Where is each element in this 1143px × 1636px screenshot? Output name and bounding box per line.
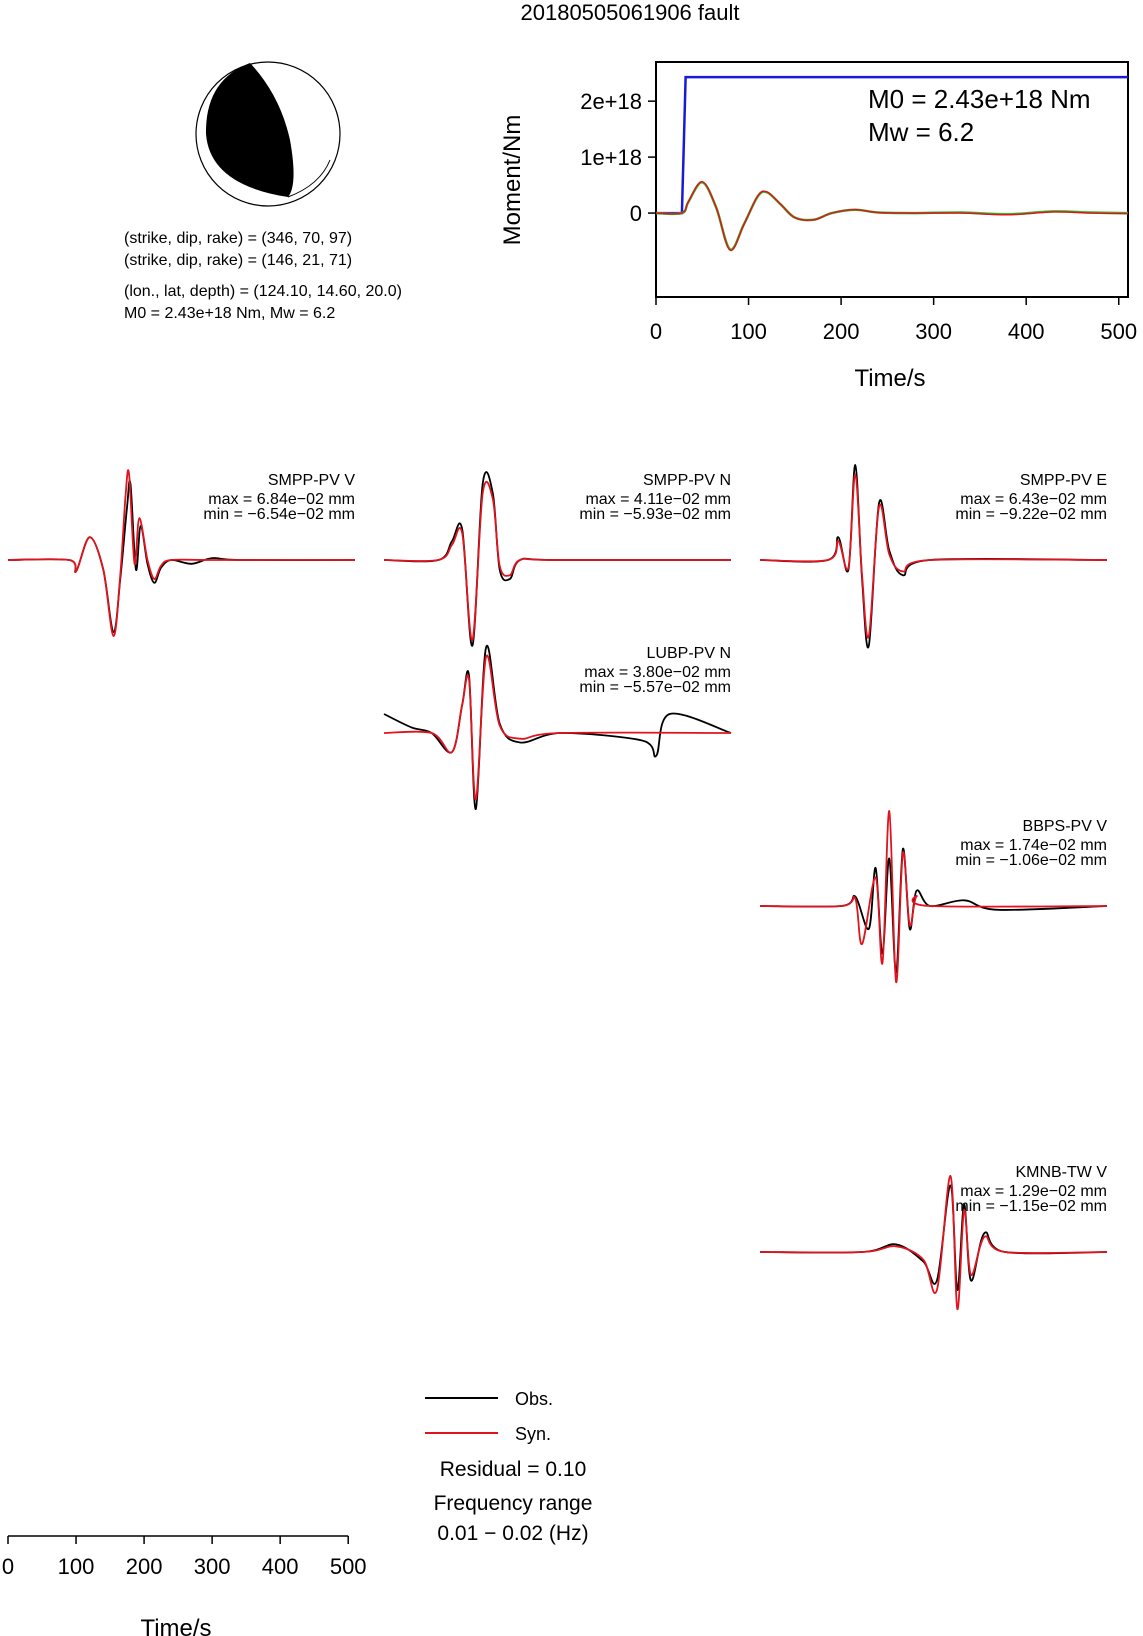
station-min: min = −1.06e−02 mm	[955, 852, 1107, 869]
waveform-xlabel: Time/s	[140, 1615, 212, 1636]
moment-xtick-label: 200	[822, 319, 860, 344]
station-max: max = 1.29e−02 mm	[960, 1183, 1107, 1200]
figure-title: 20180505061906 fault	[520, 0, 740, 25]
station-panel	[8, 470, 355, 636]
moment-text: M0 = 2.43e+18 Nm, Mw = 6.2	[124, 305, 336, 322]
station-name: SMPP-PV N	[642, 472, 731, 489]
moment-xtick-label: 500	[1100, 319, 1138, 344]
station-min: min = −1.15e−02 mm	[955, 1198, 1107, 1215]
legend	[425, 1389, 592, 1545]
moment-xtick-label: 100	[730, 319, 767, 344]
time-tick-label: 300	[193, 1554, 231, 1579]
focal-mechanism-beachball	[196, 62, 340, 206]
nodal-plane-2: (strike, dip, rake) = (146, 21, 71)	[124, 252, 353, 269]
station-min: min = −6.54e−02 mm	[203, 506, 355, 523]
station-max: max = 6.43e−02 mm	[960, 491, 1107, 508]
station-max: max = 3.80e−02 mm	[584, 664, 731, 681]
moment-xlabel: Time/s	[854, 365, 926, 392]
station-panel	[760, 465, 1107, 648]
time-tick-label: 100	[57, 1554, 95, 1579]
frequency-value: 0.01 − 0.02 (Hz)	[437, 1522, 589, 1545]
station-name: BBPS-PV V	[1022, 818, 1107, 835]
waveform-grid	[8, 465, 1107, 1309]
station-max: max = 1.74e−02 mm	[960, 837, 1107, 854]
residual-text: Residual = 0.10	[439, 1458, 587, 1481]
station-name: LUBP-PV N	[646, 645, 731, 662]
station-max: max = 6.84e−02 mm	[208, 491, 355, 508]
m0-label: M0 = 2.43e+18 Nm	[868, 84, 1091, 114]
nodal-plane-1: (strike, dip, rake) = (346, 70, 97)	[124, 230, 353, 247]
mw-label: Mw = 6.2	[868, 117, 975, 147]
legend-syn-label: Syn.	[515, 1424, 552, 1444]
waveform-time-axis	[2, 1536, 367, 1579]
moment-ytick-label: 0	[629, 201, 642, 227]
station-min: min = −5.93e−02 mm	[579, 506, 731, 523]
station-name: KMNB-TW V	[1015, 1164, 1107, 1181]
moment-ylabel: Moment/Nm	[499, 114, 526, 246]
location-text: (lon., lat, depth) = (124.10, 14.60, 20.0)	[124, 283, 402, 300]
station-min: min = −9.22e−02 mm	[955, 506, 1107, 523]
station-panel	[760, 811, 1107, 982]
time-tick-label: 0	[1, 1554, 15, 1579]
station-panel	[384, 645, 731, 809]
moment-rate-panel	[499, 62, 1137, 392]
time-tick-label: 200	[125, 1554, 163, 1579]
frequency-title: Frequency range	[433, 1492, 593, 1515]
moment-ytick-label: 1e+18	[580, 145, 642, 171]
moment-xtick-label: 300	[915, 319, 953, 344]
moment-rate-green-line	[656, 182, 1128, 249]
station-min: min = −5.57e−02 mm	[579, 679, 731, 696]
station-panel	[760, 1164, 1107, 1309]
time-tick-label: 500	[329, 1554, 367, 1579]
moment-ytick-label: 2e+18	[580, 89, 642, 115]
station-panel	[384, 472, 731, 646]
station-name: SMPP-PV V	[267, 472, 355, 489]
legend-obs-label: Obs.	[515, 1389, 554, 1409]
station-max: max = 4.11e−02 mm	[585, 491, 731, 508]
moment-xtick-label: 400	[1007, 319, 1045, 344]
station-name: SMPP-PV E	[1019, 472, 1107, 489]
time-tick-label: 400	[261, 1554, 299, 1579]
moment-xtick-label: 0	[649, 319, 663, 344]
